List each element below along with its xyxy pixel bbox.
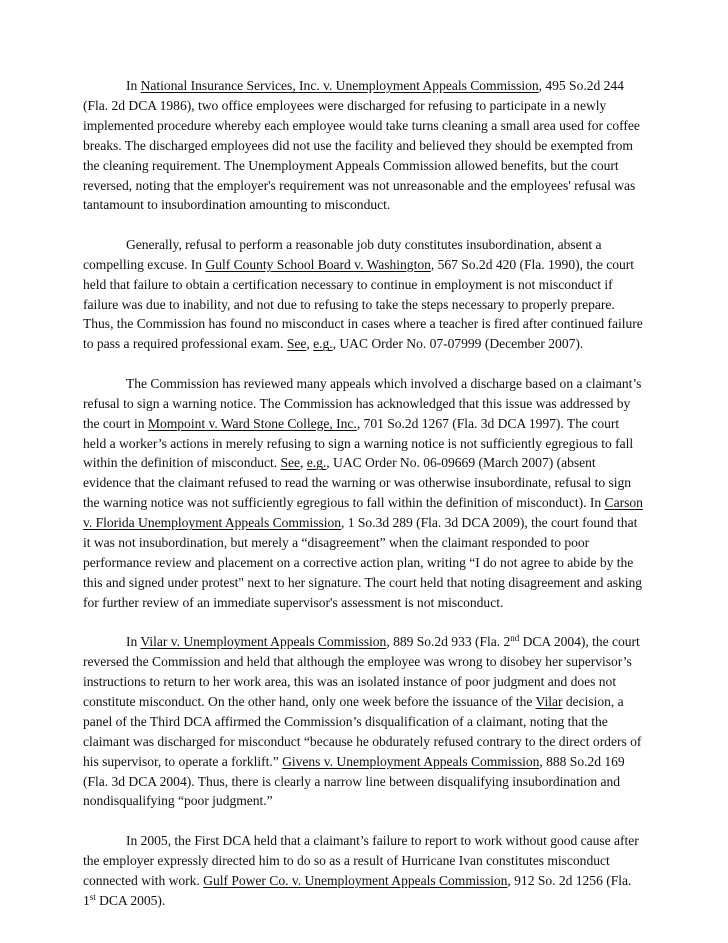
paragraph-text: DCA 2005). (95, 892, 166, 908)
paragraph-text: , (300, 455, 307, 471)
case-citation: See (286, 336, 307, 352)
case-citation: e.g. (313, 336, 333, 352)
paragraph-text: , UAC Order No. 06-09669 (March 2007) (absent evidence that the claimant refused to read the warning or was otherwise insubordinate, refusal to sign the warning notice was not sufficiently egregious to fall within the definition of misconduct). In (83, 455, 632, 511)
paragraph-text: decision, a panel of the Third DCA affirmed the Commission’s disqualification of a claimant, noting that the claimant was discharged for misconduct “because he obdurately refused contrary to the direct orders of his supervisor, to operate a forklift.” (83, 693, 642, 769)
paragraph-text: , 495 So.2d 244 (Fla. 2d DCA 1986), two office employees were discharged for refusing to participate in a newly implemented procedure whereby each employee would take turns cleaning a small area used for coffee breaks. The discharged employees did not use the facility and believed they should be exempted from the cleaning requirement. The Unemployment Appeals Commission allowed benefits, but the court reversed, noting that the employer's requirement was not unreasonable and the employees' refusal was tantamount to insubordination amounting to misconduct. (83, 78, 640, 213)
paragraph-text: Generally, refusal to perform a reasonable job duty constitutes insubordination, absent a compelling excuse. In (83, 236, 602, 272)
case-citation: Vilar v. Unemployment Appeals Commission (140, 634, 387, 650)
paragraph-text: , 912 So. 2d 1256 (Fla. 1 (83, 872, 632, 908)
case-citation: Gulf Power Co. v. Unemployment Appeals Commission (203, 872, 508, 888)
paragraph-text: , 701 So.2d 1267 (Fla. 3d DCA 1997). The court held a worker’s actions in merely refusing to sign a warning notice is not sufficiently egregious to fall within the definition of misconduct. (83, 415, 634, 471)
paragraph-text: The Commission has reviewed many appeals which involved a discharge based on a claimant’s refusal to sign a warning notice. The Commission has acknowledged that this issue was addressed by the court in (83, 375, 642, 431)
paragraph-vilar (83, 632, 645, 811)
case-citation: Gulf County School Board v. Washington (205, 256, 431, 272)
paragraph-text: In (126, 634, 141, 650)
case-citation: National Insurance Services, Inc. v. Unemployment Appeals Commission (140, 78, 539, 93)
case-citation: Givens v. Unemployment Appeals Commission (282, 753, 540, 769)
case-citation: e.g. (306, 455, 327, 471)
paragraph-warning-notice (83, 374, 645, 613)
ordinal-suffix: nd (510, 633, 520, 644)
paragraph-text: In 2005, the First DCA held that a claimant’s failure to report to work without good cause after the employer expressly directed him to do so as a result of Hurricane Ivan constitutes misconduct connected with work. (83, 832, 639, 888)
paragraph-text: DCA 2004), the court reversed the Commission and held that although the employee was wrong to disobey her supervisor’s instructions to return to her work area, this was an isolated instance of poor judgment and does not constitute misconduct. On the other hand, only one week before the issuance of the (83, 634, 640, 709)
paragraph-gulf-power (83, 831, 645, 911)
paragraph-text: , 889 So.2d 933 (Fla. 2 (386, 634, 511, 650)
case-citation: Vilar (535, 693, 563, 709)
paragraph-text: , 1 So.3d 289 (Fla. 3d DCA 2009), the court found that it was not insubordination, but merely a “disagreement” when the claimant responded to poor performance review and placement on a corrective action plan, writing “I do not agree to abide by the this and signed under protest" next to her signature. The court held that noting disagreement and asking for further review of an immediate supervisor's assessment is not misconduct. (83, 515, 643, 610)
paragraph-refusal-job-duty (83, 235, 645, 354)
paragraph-text: In (126, 78, 141, 93)
paragraph-text: , UAC Order No. 07-07999 (December 2007). (332, 336, 584, 352)
paragraph-text: , (306, 336, 314, 352)
case-citation: See (280, 455, 301, 471)
case-citation: Carson v. Florida Unemployment Appeals Commission (83, 495, 643, 531)
paragraph-text: , 888 So.2d 169 (Fla. 3d DCA 2004). Thus, there is clearly a narrow line between disqualifying insubordination and nondisqualifying “poor judgment.” (83, 753, 625, 809)
ordinal-suffix: st (89, 891, 96, 902)
case-citation: Mompoint v. Ward Stone College, Inc. (147, 415, 357, 431)
paragraph-text: , 567 So.2d 420 (Fla. 1990), the court held that failure to obtain a certification necessary to continue in employment is not misconduct if failure was due to inability, and not due to refusing to take the steps necessary to properly prepare. Thus, the Commission has found no misconduct in cases where a teacher is fired after continued failure to pass a required professional exam. (83, 256, 643, 352)
paragraph-national-insurance (83, 76, 645, 215)
